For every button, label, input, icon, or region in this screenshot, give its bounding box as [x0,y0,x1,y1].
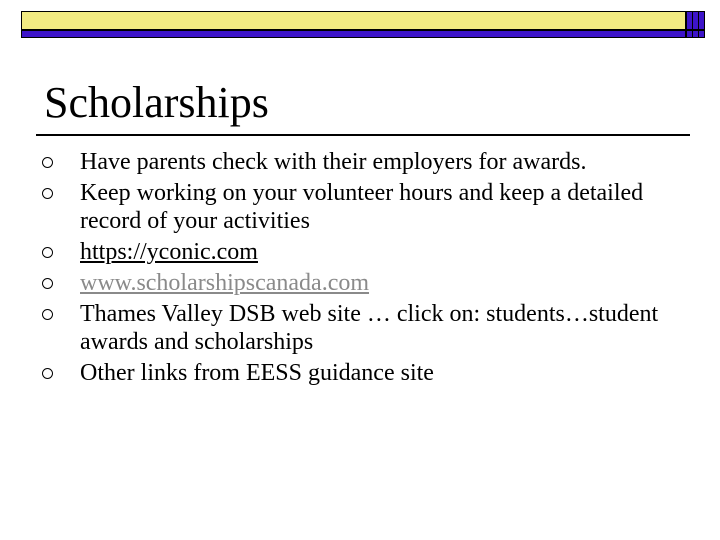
hollow-circle-icon [42,278,53,289]
list-item [42,359,702,387]
list-item [42,238,702,266]
list-item [42,269,702,297]
bullet-text: Other links from EESS guidance site [80,360,434,386]
list-item [42,148,702,176]
corner-decoration [686,11,705,38]
hollow-circle-icon [42,157,53,168]
hollow-circle-icon [42,368,53,379]
bullet-text: Thames Valley DSB web site … click on: students…student awards and scholarships [80,301,659,355]
yconic-link[interactable]: https://yconic.com [80,239,258,265]
header-bar [21,11,686,30]
corner-line [692,11,693,38]
corner-line [698,11,699,38]
corner-bottom-block [686,30,705,38]
hollow-circle-icon [42,247,53,258]
header-stripe [21,30,686,38]
list-item [42,300,702,356]
slide-title: Scholarships [44,78,269,127]
hollow-circle-icon [42,188,53,199]
bullet-list [42,146,702,390]
title-underline [36,134,690,136]
bullet-text: Keep working on your volunteer hours and keep a detailed record of your activities [80,180,644,234]
hollow-circle-icon [42,309,53,320]
list-item [42,179,702,235]
scholarshipscanada-link[interactable]: www.scholarshipscanada.com [80,270,370,296]
corner-top-block [686,11,705,30]
bullet-text: Have parents check with their employers for awards. [80,149,587,175]
